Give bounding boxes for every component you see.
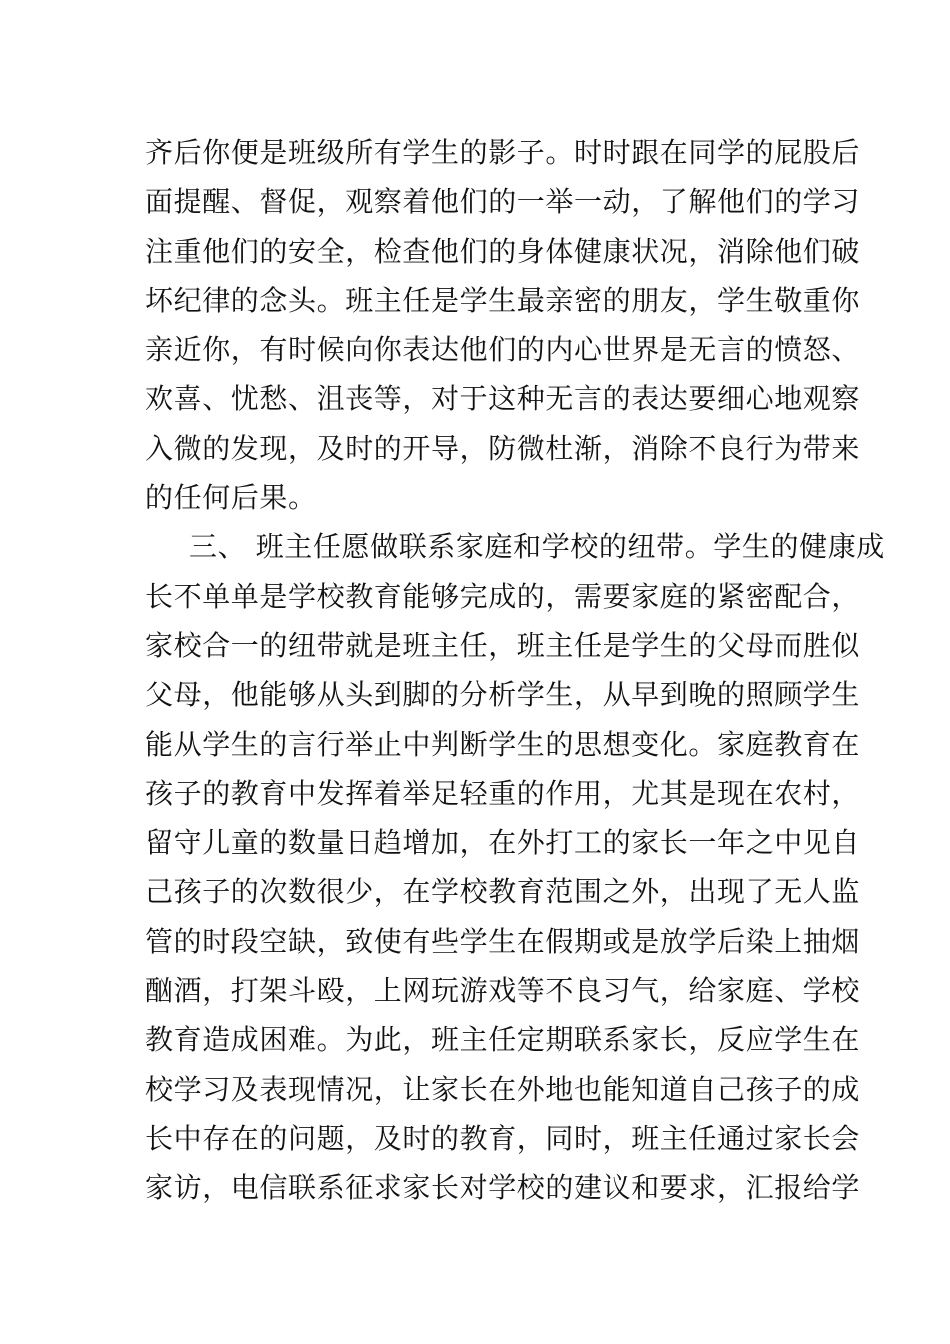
- text-line: 能从学生的言行举止中判断学生的思想变化。家庭教育在: [145, 727, 861, 761]
- text-line: 己孩子的次数很少，在学校教育范围之外，出现了无人监: [145, 875, 861, 909]
- text-line: 面提醒、督促，观察着他们的一举一动，了解他们的学习: [145, 185, 861, 219]
- text-line: 管的时段空缺，致使有些学生在假期或是放学后染上抽烟: [145, 924, 861, 958]
- text-line: 入微的发现，及时的开导，防微杜渐，消除不良行为带来: [145, 431, 861, 465]
- text-line: 校学习及表现情况，让家长在外地也能知道自己孩子的成: [145, 1072, 861, 1106]
- text-line: 酗酒，打架斗殴，上网玩游戏等不良习气，给家庭、学校: [145, 974, 861, 1008]
- section-heading-line: 三、 班主任愿做联系家庭和学校的纽带。学生的健康成: [189, 530, 885, 564]
- text-line: 父母，他能够从头到脚的分析学生，从早到晚的照顾学生: [145, 678, 861, 712]
- text-line: 长中存在的问题，及时的教育，同时，班主任通过家长会: [145, 1121, 861, 1155]
- text-line: 齐后你便是班级所有学生的影子。时时跟在同学的屁股后: [145, 136, 861, 169]
- text-line: 长不单单是学校教育能够完成的，需要家庭的紧密配合，: [145, 579, 861, 613]
- text-line: 的任何后果。: [145, 481, 317, 515]
- text-line: 注重他们的安全，检查他们的身体健康状况，消除他们破: [145, 234, 861, 268]
- text-line: 家访，电信联系征求家长对学校的建议和要求，汇报给学: [145, 1171, 861, 1205]
- body-text: [145, 128, 885, 1213]
- text-line: 留守儿童的数量日趋增加，在外打工的家长一年之中见自: [145, 826, 861, 860]
- text-line: 家校合一的纽带就是班主任，班主任是学生的父母而胜似: [145, 628, 861, 662]
- text-line: 孩子的教育中发挥着举足轻重的作用，尤其是现在农村，: [145, 776, 861, 810]
- text-line: 欢喜、忧愁、沮丧等，对于这种无言的表达要细心地观察: [145, 382, 861, 416]
- text-line: 教育造成困难。为此，班主任定期联系家长，反应学生在: [145, 1023, 861, 1057]
- text-line: 亲近你，有时候向你表达他们的内心世界是无言的愤怒、: [145, 333, 861, 367]
- text-line: 坏纪律的念头。班主任是学生最亲密的朋友，学生敬重你: [145, 283, 861, 317]
